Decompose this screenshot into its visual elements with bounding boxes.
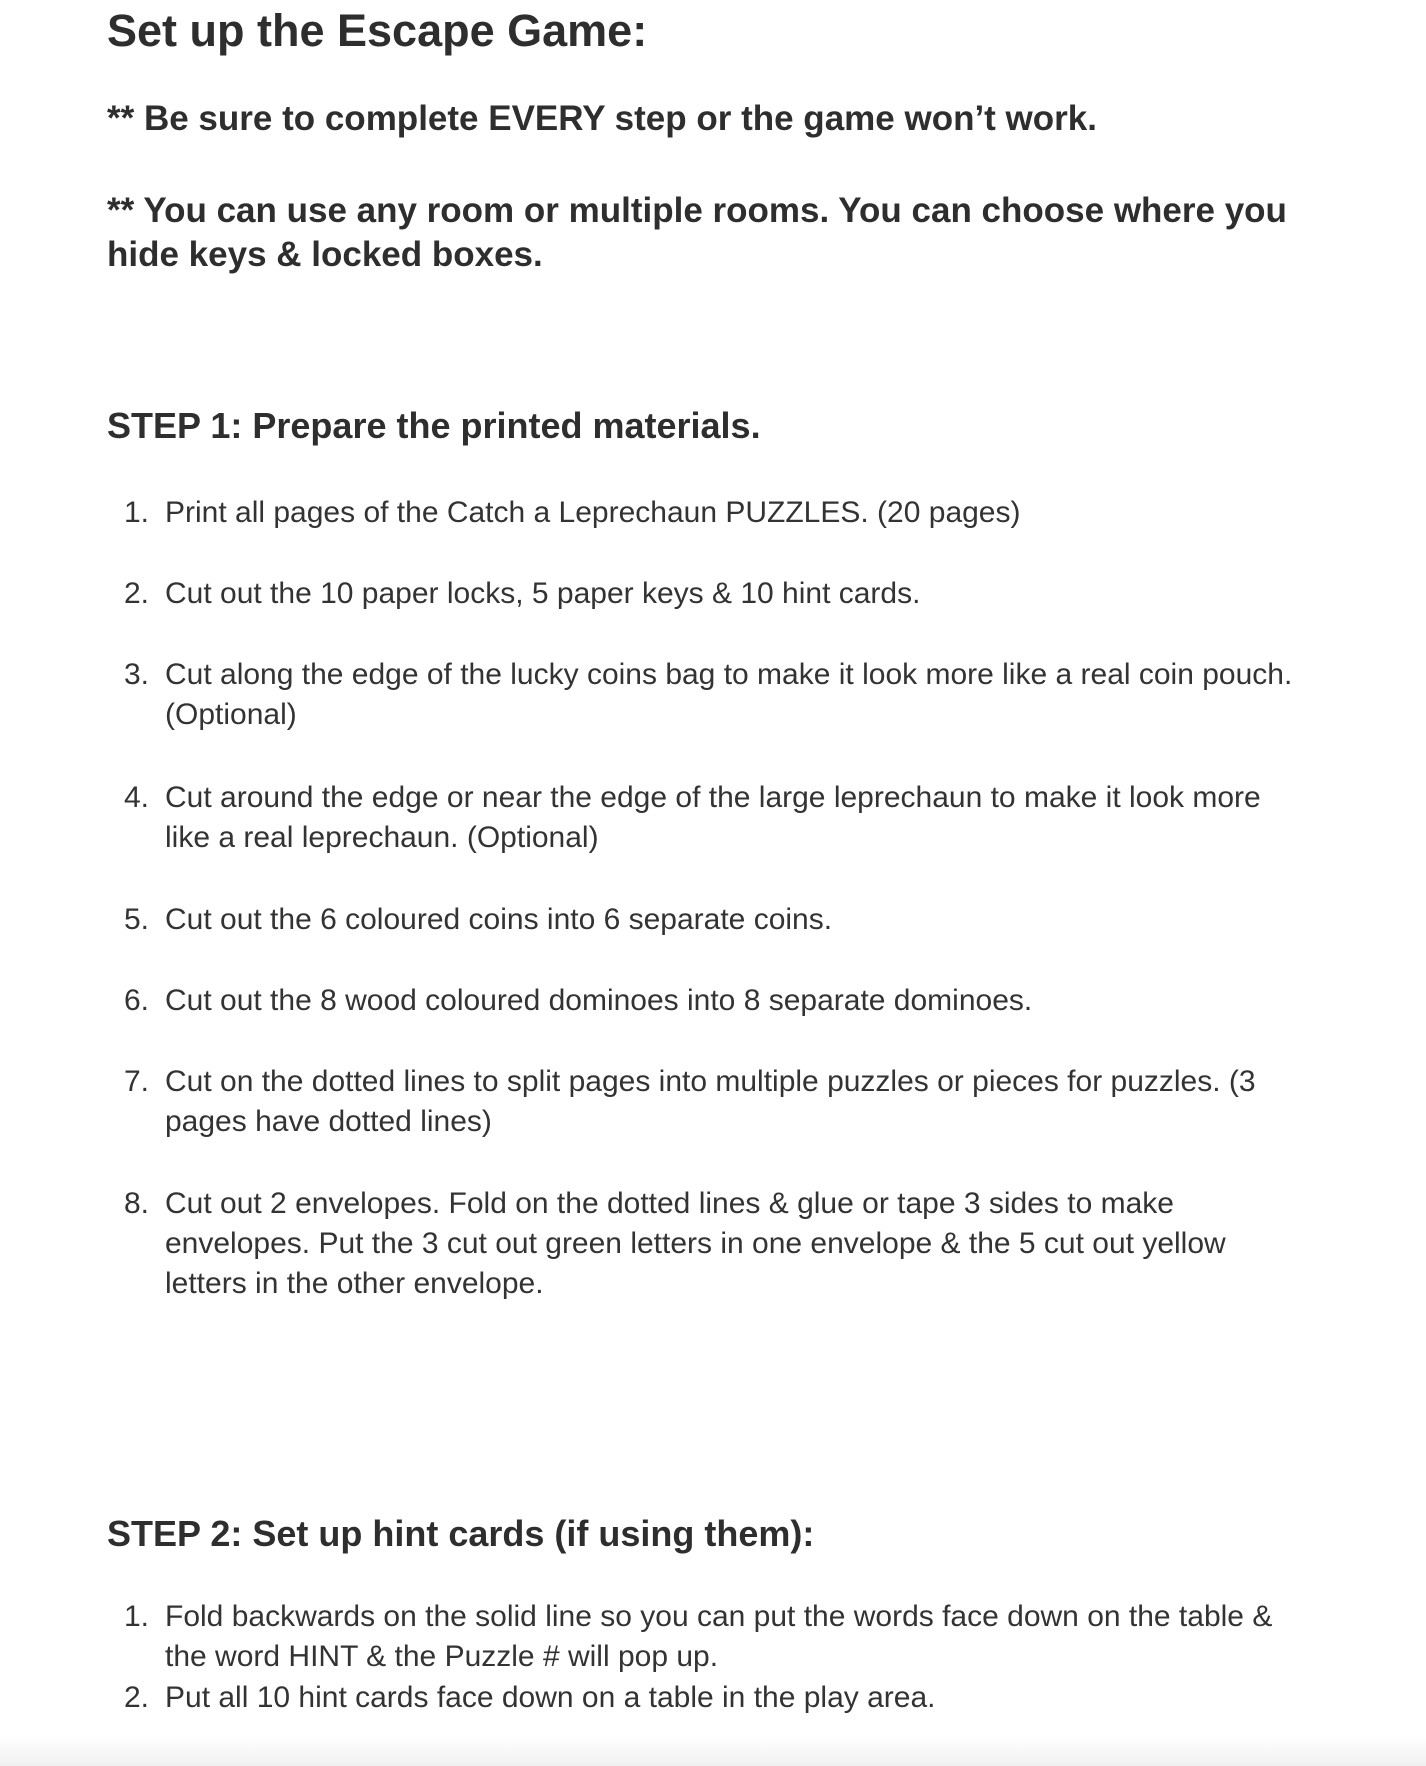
step-1-item — [124, 574, 1314, 614]
item-text: Print all pages of the Catch a Leprechaun PUZZLES. (20 pages) — [165, 496, 1021, 529]
item-number: 6. — [124, 984, 150, 1017]
step-2-heading: STEP 2: Set up hint cards (if using them): — [107, 1513, 815, 1554]
item-number: 5. — [124, 903, 150, 936]
item-text: Cut out the 8 wood coloured dominoes into 8 separate dominoes. — [165, 984, 1033, 1017]
note-room-choice: ** You can use any room or multiple rooms. You can choose where you hide keys & locked boxes. — [107, 191, 1287, 274]
step-2-item — [124, 1678, 1314, 1718]
item-number: 2. — [124, 577, 150, 610]
step-1-item — [124, 778, 1314, 858]
step-1-item — [124, 900, 1314, 940]
note-complete-every-step: ** Be sure to complete EVERY step or the game won’t work. — [107, 99, 1097, 138]
item-text: Cut around the edge or near the edge of the large leprechaun to make it look more like a real leprechaun. (Optional) — [165, 781, 1261, 854]
item-text: Cut out 2 envelopes. Fold on the dotted lines & glue or tape 3 sides to make envelopes. Put the 3 cut out green letters in one envelope & the 5 cut out yellow letters in the other envelope. — [165, 1187, 1226, 1300]
page-title: Set up the Escape Game: — [107, 5, 648, 56]
step-1-item — [124, 1184, 1314, 1304]
step-1-item — [124, 981, 1314, 1021]
item-number: 3. — [124, 658, 150, 691]
item-text: Cut along the edge of the lucky coins bag to make it look more like a real coin pouch. (Optional) — [165, 658, 1293, 731]
step-1-heading: STEP 1: Prepare the printed materials. — [107, 405, 761, 446]
item-text: Cut out the 6 coloured coins into 6 separate coins. — [165, 903, 833, 936]
item-number: 1. — [124, 496, 150, 529]
step-1-item — [124, 655, 1314, 735]
item-number: 7. — [124, 1065, 150, 1098]
item-text: Fold backwards on the solid line so you can put the words face down on the table & the word HINT & the Puzzle # will pop up. — [165, 1600, 1273, 1673]
step-1-item — [124, 1062, 1314, 1142]
step-1-item — [124, 493, 1314, 533]
item-number: 8. — [124, 1187, 150, 1220]
item-text: Cut out the 10 paper locks, 5 paper keys & 10 hint cards. — [165, 577, 921, 610]
item-number: 4. — [124, 781, 150, 814]
item-number: 1. — [124, 1600, 150, 1633]
item-text: Put all 10 hint cards face down on a table in the play area. — [165, 1681, 936, 1714]
page-bottom-shadow — [0, 1736, 1426, 1766]
item-text: Cut on the dotted lines to split pages into multiple puzzles or pieces for puzzles. (3 pages have dotted lines) — [165, 1065, 1256, 1138]
item-number: 2. — [124, 1681, 150, 1714]
step-2-item — [124, 1597, 1314, 1677]
